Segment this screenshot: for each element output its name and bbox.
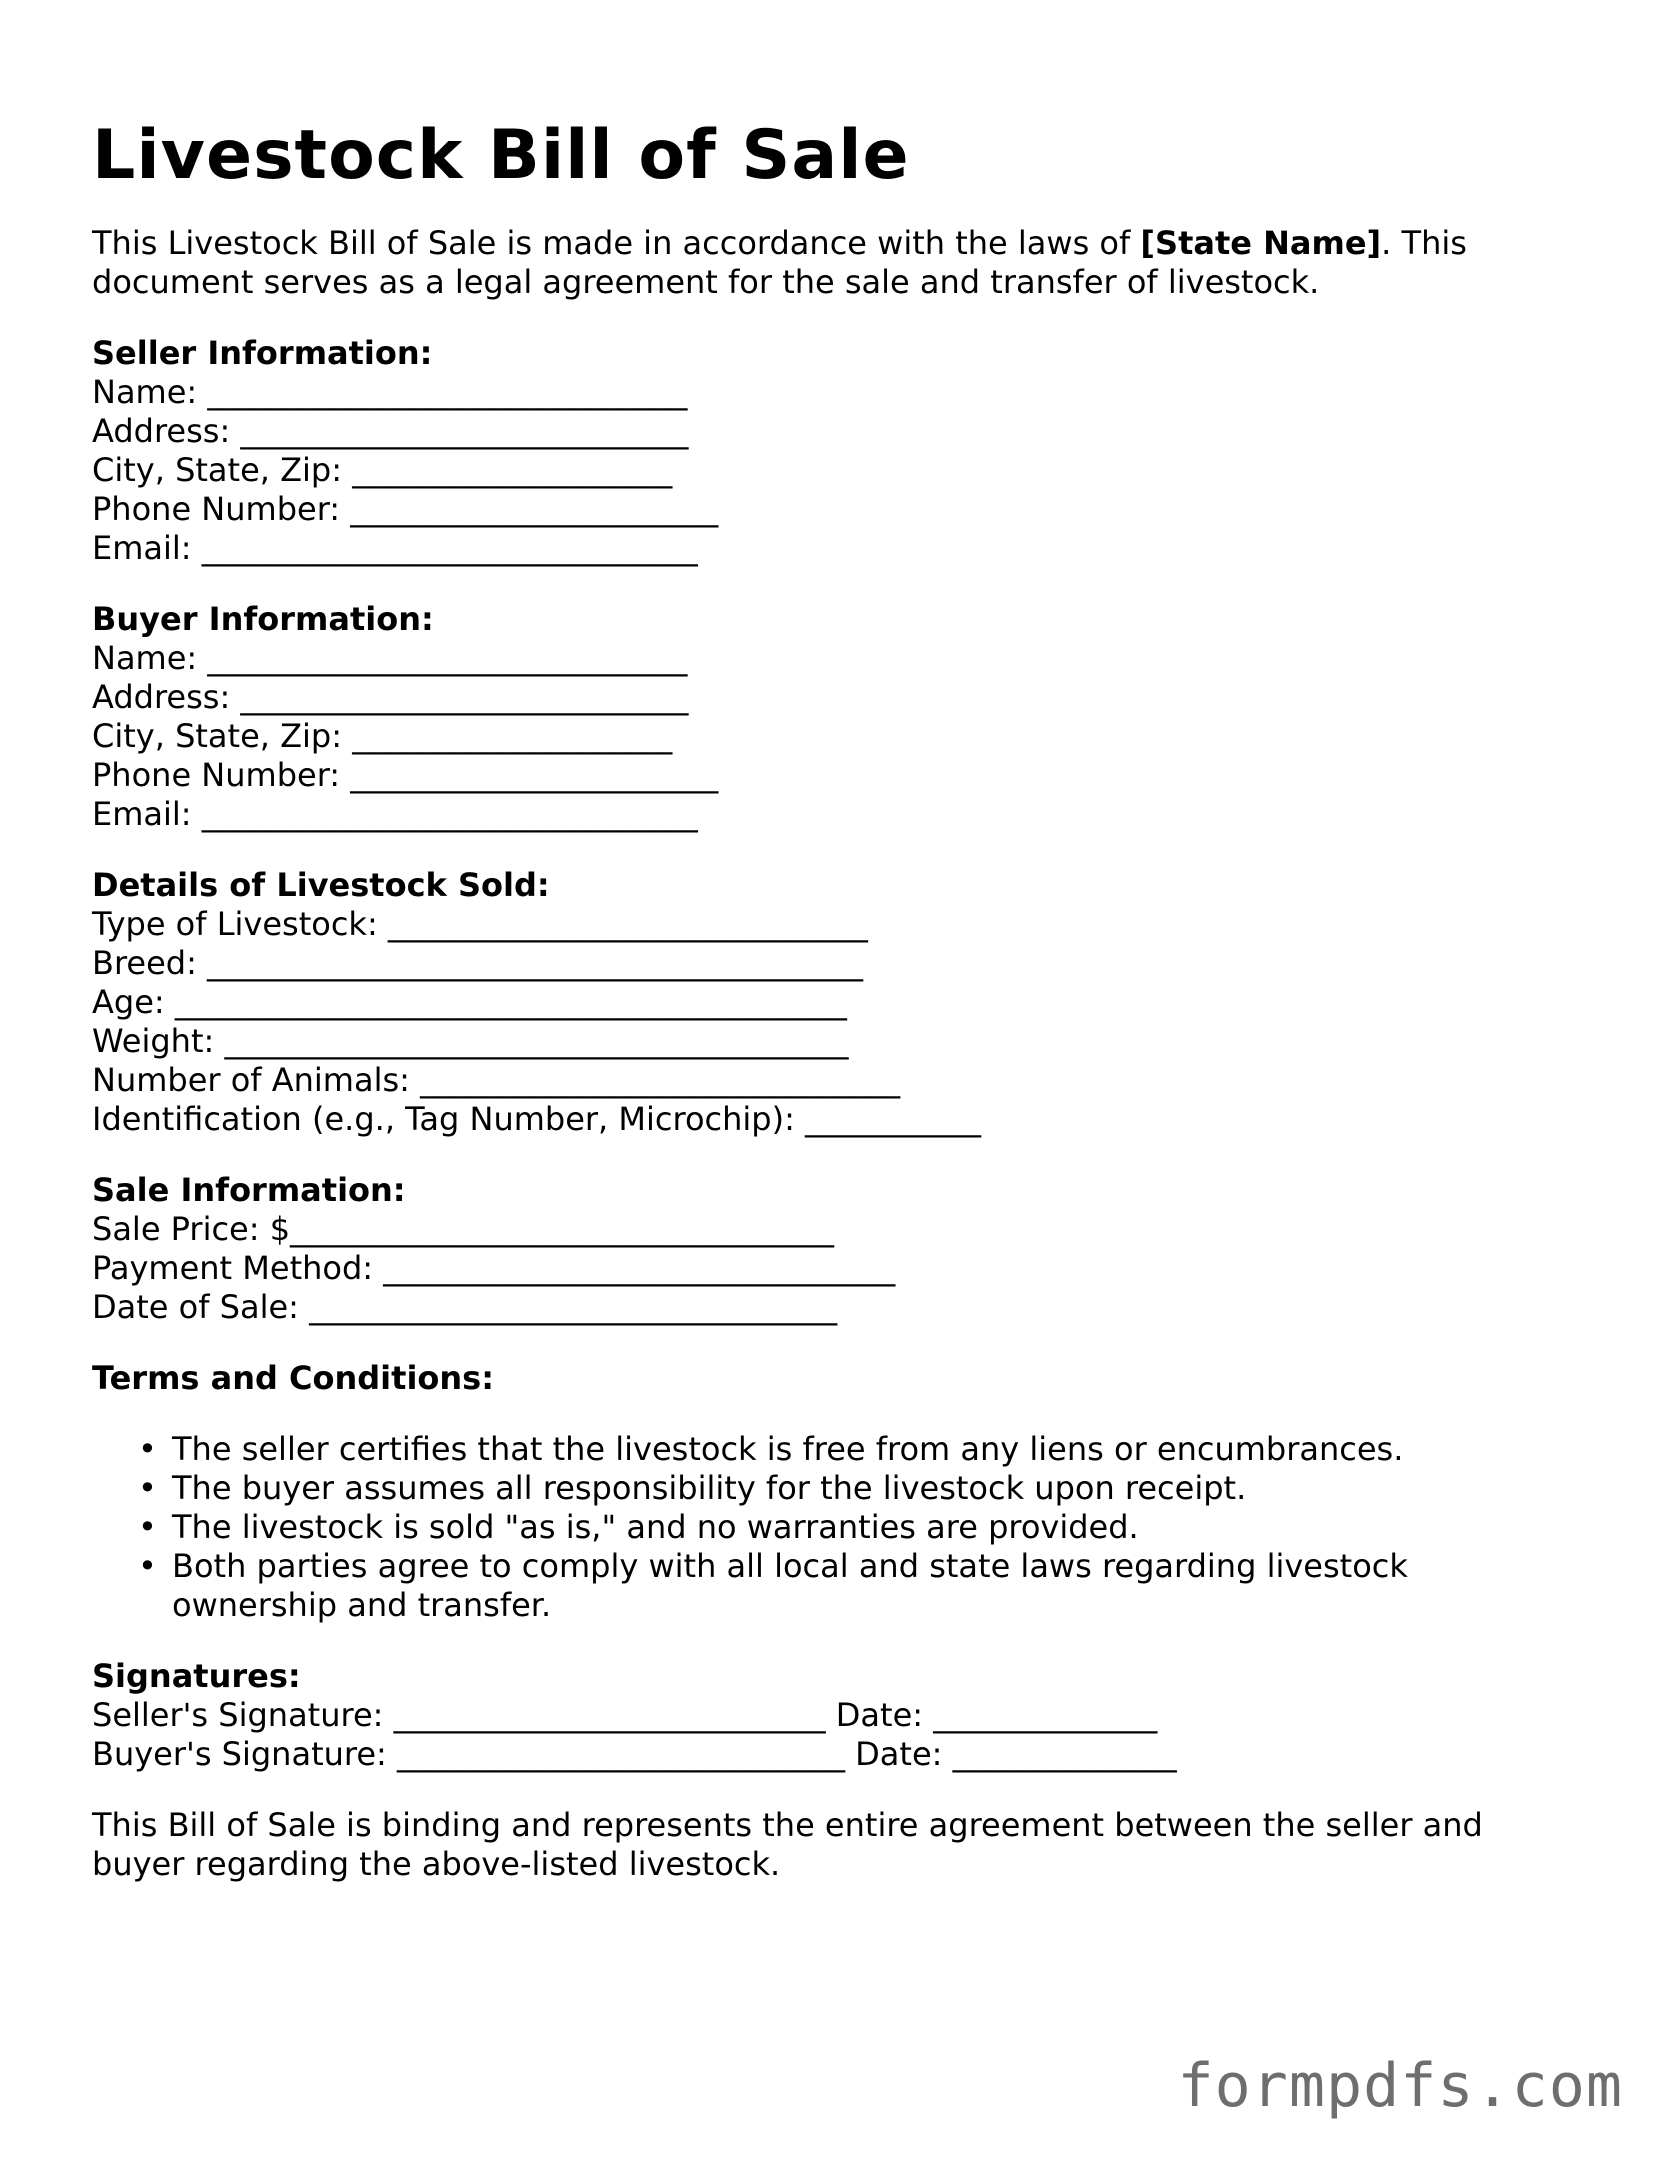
payment-method-field[interactable]: Payment Method: ________________________________ [92, 1249, 896, 1287]
watermark-logo: formpdfs.com [1177, 2051, 1623, 2121]
buyer-city-state-zip-field[interactable]: City, State, Zip: ____________________ [92, 717, 673, 755]
terms-item-text: The buyer assumes all responsibility for the livestock upon receipt. [172, 1469, 1247, 1507]
buyer-email-field[interactable]: Email: _______________________________ [92, 795, 698, 833]
seller-name-field[interactable]: Name: ______________________________ [92, 373, 688, 411]
buyer-signature-field[interactable]: Buyer's Signature: ____________________________ Date: ______________ [92, 1735, 1177, 1773]
seller-email-field[interactable]: Email: _______________________________ [92, 529, 698, 567]
livestock-weight-field[interactable]: Weight: _______________________________________ [92, 1022, 849, 1060]
bullet-icon: • [138, 1430, 157, 1468]
sale-heading: Sale Information: [92, 1171, 406, 1209]
document-title: Livestock Bill of Sale [92, 116, 910, 195]
buyer-section [92, 600, 1562, 834]
signatures-section [92, 1657, 1562, 1774]
list-item [92, 1508, 1562, 1547]
seller-address-field[interactable]: Address: ____________________________ [92, 412, 689, 450]
seller-heading: Seller Information: [92, 334, 433, 372]
intro-text-end: . This document serves as a legal agreement for the sale and transfer of livestock. [92, 224, 1467, 301]
bullet-icon: • [138, 1469, 157, 1507]
bullet-icon: • [138, 1508, 157, 1546]
terms-heading: Terms and Conditions: [92, 1359, 495, 1397]
document-page [92, 110, 1562, 1884]
terms-item-text: Both parties agree to comply with all local and state laws regarding livestock ownership and transfer. [172, 1547, 1408, 1624]
closing-paragraph: This Bill of Sale is binding and represents the entire agreement between the seller and buyer regarding the above-listed livestock. [92, 1806, 1483, 1883]
seller-city-state-zip-field[interactable]: City, State, Zip: ____________________ [92, 451, 673, 489]
livestock-count-field[interactable]: Number of Animals: ______________________________ [92, 1061, 901, 1099]
list-item [92, 1430, 1562, 1469]
terms-list [92, 1430, 1562, 1625]
seller-signature-field[interactable]: Seller's Signature: ___________________________ Date: ______________ [92, 1696, 1158, 1734]
livestock-heading: Details of Livestock Sold: [92, 866, 550, 904]
buyer-address-field[interactable]: Address: ____________________________ [92, 678, 689, 716]
intro-paragraph [92, 224, 1562, 302]
terms-item-text: The livestock is sold "as is," and no warranties are provided. [172, 1508, 1139, 1546]
buyer-phone-field[interactable]: Phone Number: _______________________ [92, 756, 719, 794]
livestock-identification-field[interactable]: Identification (e.g., Tag Number, Microchip): ___________ [92, 1100, 982, 1138]
buyer-name-field[interactable]: Name: ______________________________ [92, 639, 688, 677]
seller-phone-field[interactable]: Phone Number: _______________________ [92, 490, 719, 528]
terms-item-text: The seller certifies that the livestock is free from any liens or encumbrances. [172, 1430, 1404, 1468]
sale-price-field[interactable]: Sale Price: $__________________________________ [92, 1210, 835, 1248]
list-item [92, 1547, 1562, 1625]
intro-text-start: This Livestock Bill of Sale is made in accordance with the laws of [92, 224, 1141, 262]
livestock-breed-field[interactable]: Breed: _________________________________________ [92, 944, 864, 982]
bullet-icon: • [138, 1547, 157, 1585]
seller-section [92, 334, 1562, 568]
state-name-placeholder: [State Name] [1140, 224, 1382, 262]
sale-date-field[interactable]: Date of Sale: _________________________________ [92, 1288, 838, 1326]
livestock-section [92, 866, 1562, 1139]
buyer-heading: Buyer Information: [92, 600, 434, 638]
terms-section [92, 1359, 1562, 1625]
livestock-age-field[interactable]: Age: __________________________________________ [92, 983, 847, 1021]
sale-section [92, 1171, 1562, 1327]
livestock-type-field[interactable]: Type of Livestock: ______________________________ [92, 905, 868, 943]
list-item [92, 1469, 1562, 1508]
signatures-heading: Signatures: [92, 1657, 301, 1695]
